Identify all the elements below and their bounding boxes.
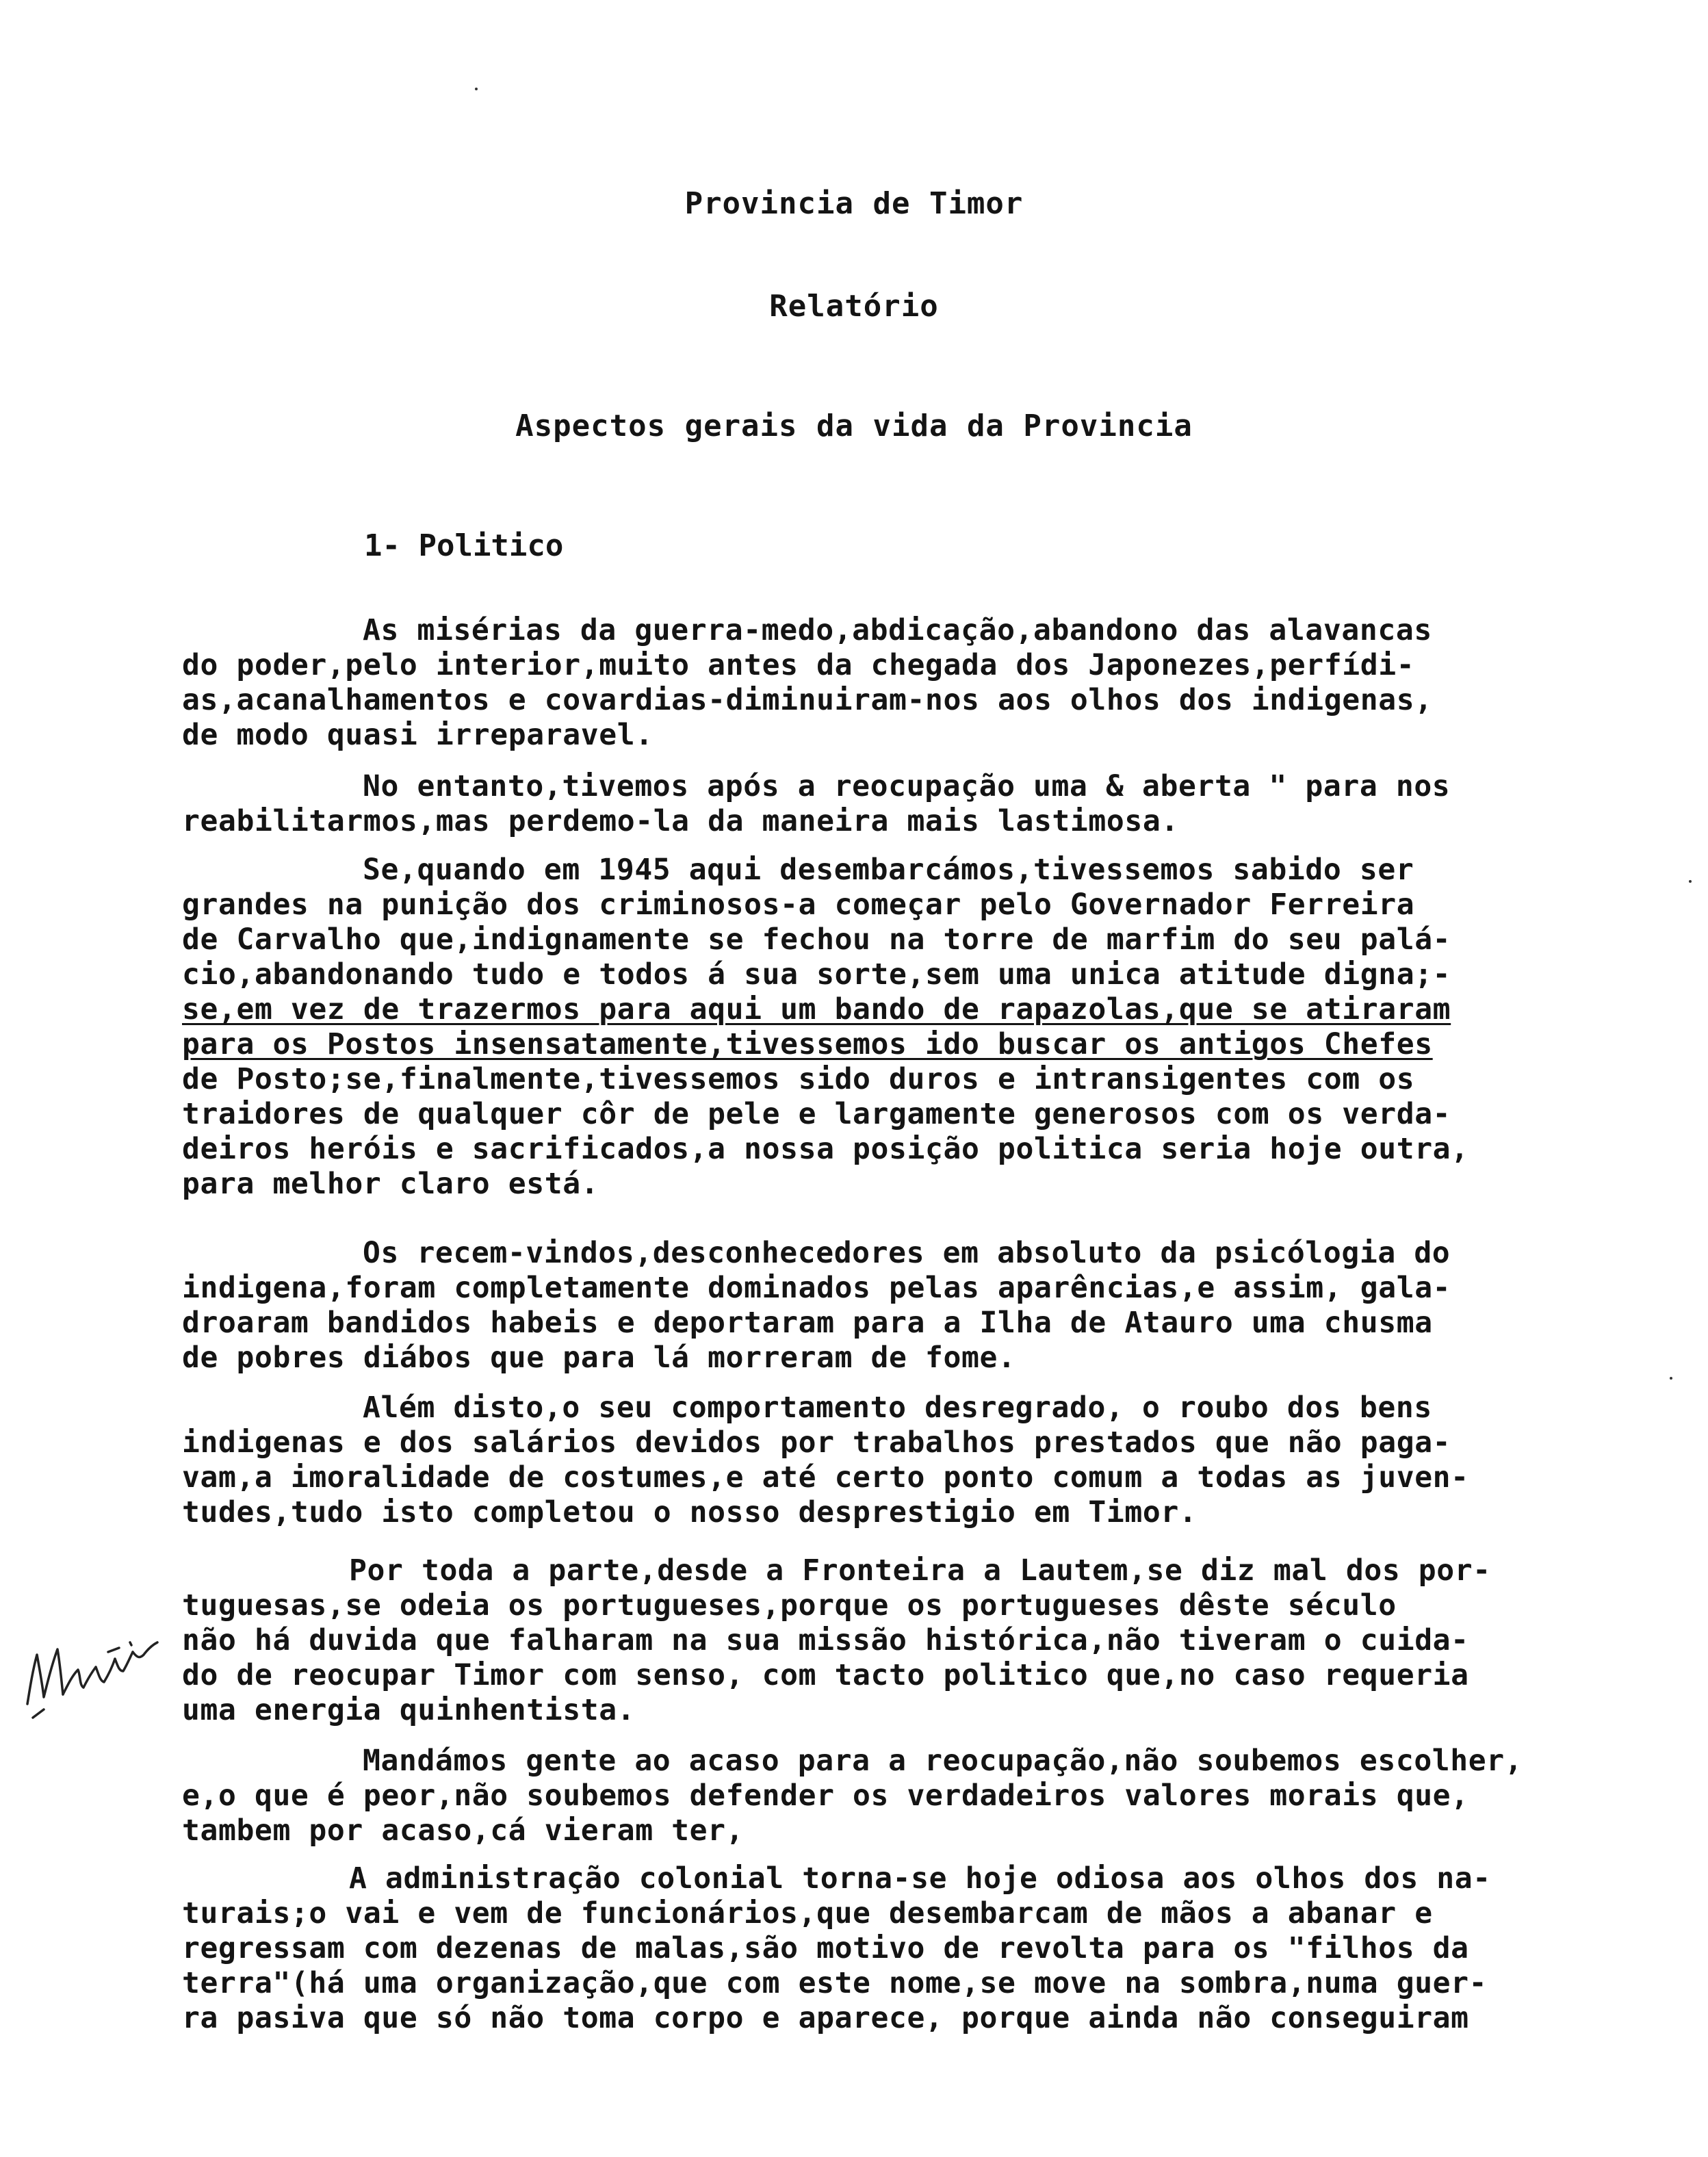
scan-speck	[475, 88, 478, 90]
text-line: Além disto,o seu comportamento desregrado, o roubo dos bens	[363, 1391, 1432, 1425]
text-line: tambem por acaso,cá vieram ter,	[182, 1813, 745, 1848]
scan-speck	[1689, 880, 1692, 883]
text-line: droaram bandidos habeis e deportaram para a Ilha de Atauro uma chusma	[182, 1306, 1433, 1340]
underlined-text-line: se,em vez de trazermos para aqui um bando de rapazolas,que se atiraram	[182, 992, 1451, 1026]
text-line: ra pasiva que só não toma corpo e aparece, porque ainda não conseguiram	[182, 2001, 1469, 2035]
text-line: não há duvida que falharam na sua missão histórica,não tiveram o cuida-	[182, 1623, 1469, 1657]
text-line: tuguesas,se odeia os portugueses,porque os portugueses dêste século	[182, 1588, 1397, 1623]
text-line: do de reocupar Timor com senso, com tacto politico que,no caso requeria	[182, 1658, 1469, 1692]
text-line: indigena,foram completamente dominados pelas aparências,e assim, gala-	[182, 1271, 1451, 1305]
paragraph-3	[182, 853, 1646, 1202]
text-line: grandes na punição dos criminosos-a começar pelo Governador Ferreira	[182, 888, 1415, 922]
text-line: as,acanalhamentos e covardias-diminuiram-nos aos olhos dos indigenas,	[182, 683, 1433, 717]
paragraph-5	[182, 1391, 1646, 1530]
text-line: de Posto;se,finalmente,tivessemos sido duros e intransigentes com os	[182, 1062, 1415, 1096]
text-line: As misérias da guerra-medo,abdicação,abandono das alavancas	[363, 613, 1432, 647]
text-line: regressam com dezenas de malas,são motivo de revolta para os "filhos da	[182, 1931, 1469, 1965]
text-line: de pobres diábos que para lá morreram de fome.	[182, 1341, 1016, 1375]
paragraph-6	[182, 1553, 1646, 1728]
text-line: tudes,tudo isto completou o nosso desprestigio em Timor.	[182, 1495, 1198, 1529]
text-line: reabilitarmos,mas perdemo-la da maneira mais lastimosa.	[182, 804, 1179, 838]
paragraph-4	[182, 1236, 1646, 1375]
text-line: e,o que é peor,não soubemos defender os verdadeiros valores morais que,	[182, 1779, 1469, 1813]
paragraph-7	[182, 1744, 1646, 1848]
text-line: vam,a imoralidade de costumes,e até certo ponto comum a todas as juven-	[182, 1460, 1469, 1495]
scan-speck	[1670, 1377, 1672, 1380]
document-heading-report: Relatório	[769, 289, 939, 324]
text-line: No entanto,tivemos após a reocupação uma & aberta " para nos	[363, 769, 1451, 803]
document-heading-subject: Aspectos gerais da vida da Provincia	[515, 409, 1193, 443]
text-line: Por toda a parte,desde a Fronteira a Lautem,se diz mal dos por-	[349, 1553, 1491, 1588]
text-line: turais;o vai e vem de funcionários,que desembarcam de mãos a abanar e	[182, 1896, 1433, 1930]
text-line: cio,abandonando tudo e todos á sua sorte,sem uma unica atitude digna;-	[182, 957, 1451, 992]
text-line: Mandámos gente ao acaso para a reocupação,não soubemos escolher,	[363, 1744, 1523, 1778]
paragraph-8	[182, 1861, 1646, 2036]
handwritten-margin-note	[12, 1622, 170, 1725]
text-line: traidores de qualquer côr de pele e largamente generosos com os verda-	[182, 1097, 1451, 1131]
paragraph-2	[182, 769, 1646, 839]
text-line: de modo quasi irreparavel.	[182, 718, 654, 752]
text-line: do poder,pelo interior,muito antes da chegada dos Japonezes,perfídi-	[182, 648, 1415, 682]
paragraph-1	[182, 613, 1646, 753]
section-title: 1- Politico	[364, 528, 564, 563]
text-line: Se,quando em 1945 aqui desembarcámos,tivessemos sabido ser	[363, 853, 1414, 887]
text-line: Os recem-vindos,desconhecedores em absoluto da psicólogia do	[363, 1236, 1451, 1270]
text-line: indigenas e dos salários devidos por trabalhos prestados que não paga-	[182, 1425, 1451, 1460]
text-line: terra"(há uma organização,que com este nome,se move na sombra,numa guer-	[182, 1966, 1488, 2000]
document-heading-province: Provincia de Timor	[684, 186, 1024, 221]
text-line: deiros heróis e sacrificados,a nossa posição politica seria hoje outra,	[182, 1132, 1469, 1166]
text-line: para melhor claro está.	[182, 1167, 599, 1201]
text-line: uma energia quinhentista.	[182, 1693, 636, 1727]
text-line: de Carvalho que,indignamente se fechou na torre de marfim do seu palá-	[182, 922, 1451, 957]
text-line: A administração colonial torna-se hoje odiosa aos olhos dos na-	[349, 1861, 1491, 1896]
underlined-text-line: para os Postos insensatamente,tivessemos ido buscar os antigos Chefes	[182, 1027, 1433, 1061]
